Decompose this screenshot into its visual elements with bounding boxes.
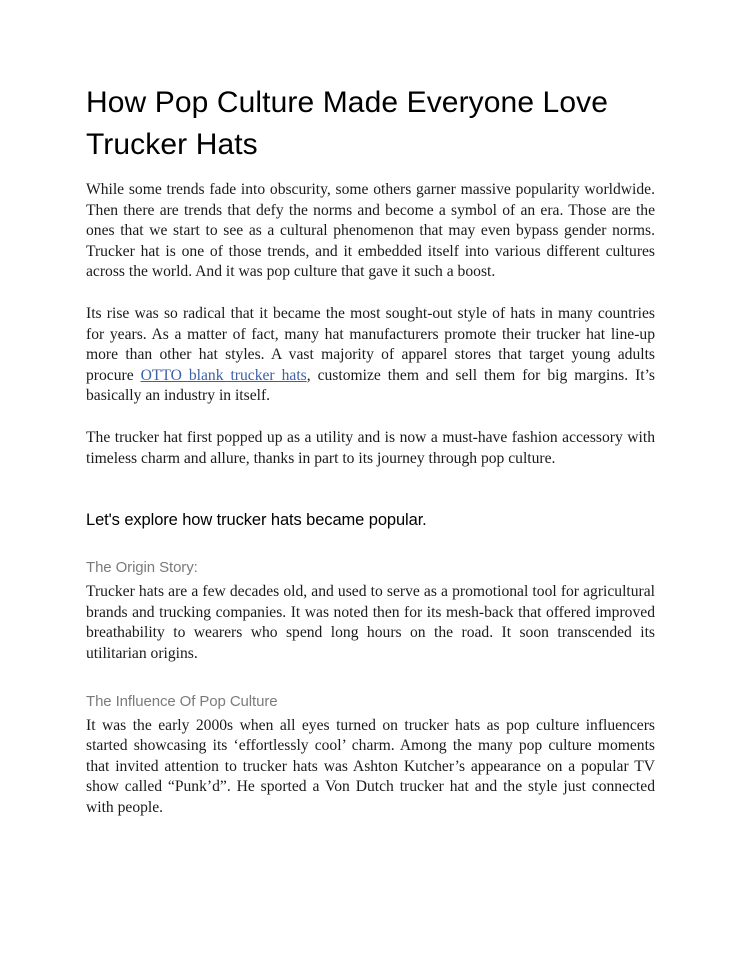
paragraph-utility: The trucker hat first popped up as a utility and is now a must-have fashion accessory with timeless charm and allure, thanks in part to its journey through pop culture. bbox=[86, 428, 655, 467]
page-title: How Pop Culture Made Everyone Love Trucker Hats bbox=[86, 86, 609, 161]
sub-heading-origin-story: The Origin Story: bbox=[86, 559, 198, 577]
otto-blank-trucker-hats-link[interactable]: OTTO blank trucker hats bbox=[140, 366, 307, 384]
paragraph-rise-text-after: , customize them and sell them for big margins. It’s basically an industry in itself. bbox=[86, 366, 655, 405]
paragraph-rise bbox=[86, 304, 655, 407]
paragraph-origin-story: Trucker hats are a few decades old, and used to serve as a promotional tool for agricultural brands and trucking companies. It was noted then for its mesh-back that offered improved breathability to wearers who spend long hours on the road. It soon transcended its utilitarian origins. bbox=[86, 583, 655, 662]
document-content bbox=[86, 82, 655, 818]
paragraph-influence-of-pop-culture: It was the early 2000s when all eyes turned on trucker hats as pop culture influencers started showcasing its ‘effortlessly cool’ charm. Among the many pop culture moments that invited attention to trucker hats was Ashton Kutcher’s appearance on a popular TV show called “Punk’d”. He sported a Von Dutch trucker hat and the style just connected with people. bbox=[86, 716, 655, 816]
section-heading-explore: Let's explore how trucker hats became popular. bbox=[86, 511, 427, 530]
paragraph-intro: While some trends fade into obscurity, some others garner massive popularity worldwide. Then there are trends that defy the norms and become a symbol of an era. Those are the ones that we start to see as a cultural phenomenon that may even bypass gender norms. Trucker hat is one of those trends, and it embedded itself into various different cultures across the world. And it was pop culture that gave it such a boost. bbox=[86, 181, 655, 281]
paragraph-rise-text-before: Its rise was so radical that it became the most sought-out style of hats in many countries for years. As a matter of fact, many hat manufacturers promote their trucker hat line-up more than other hat styles. A vast majority of apparel stores that target young adults procure bbox=[86, 304, 655, 384]
sub-heading-influence-of-pop-culture: The Influence Of Pop Culture bbox=[86, 692, 278, 710]
